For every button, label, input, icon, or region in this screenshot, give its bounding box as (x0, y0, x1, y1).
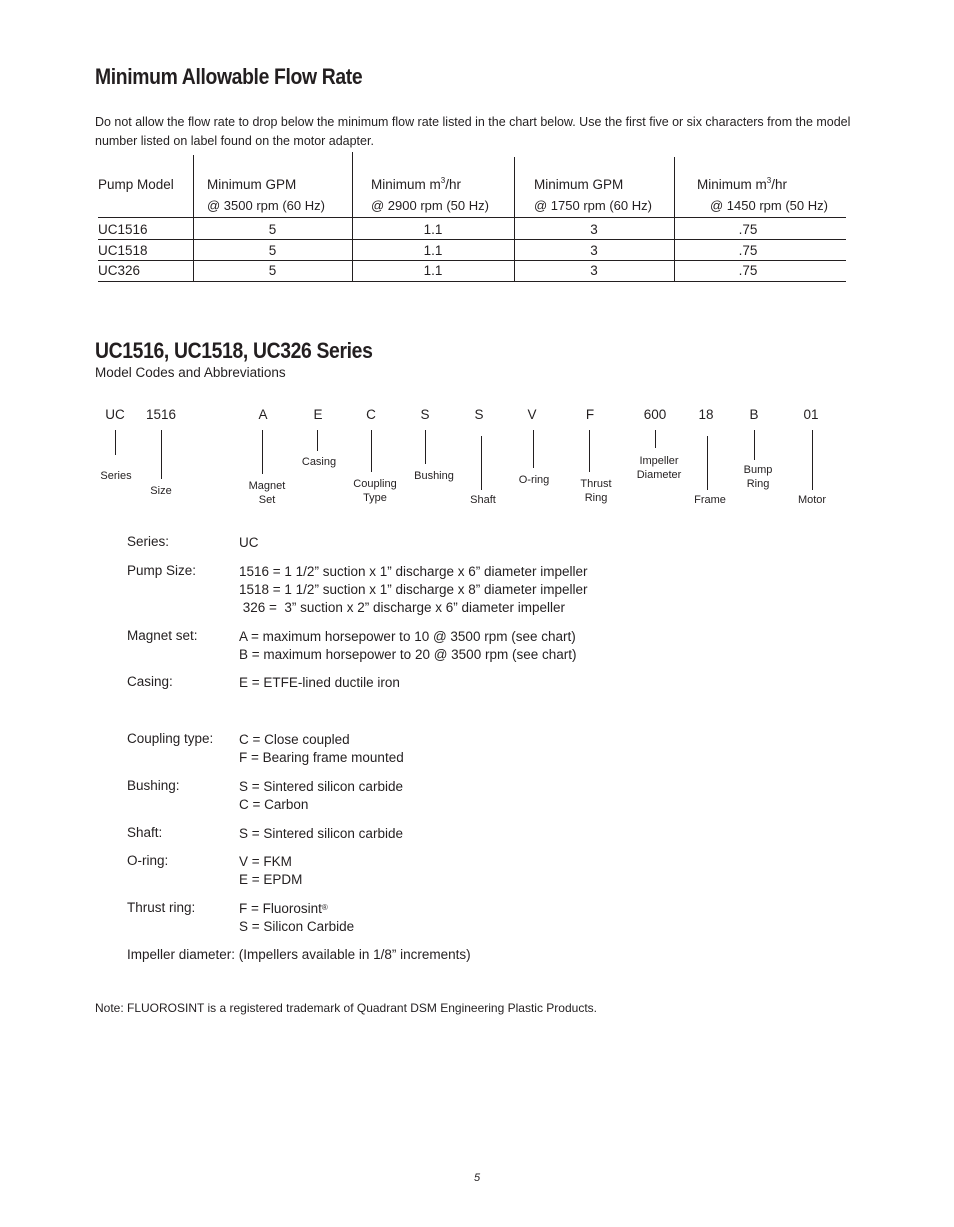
definition-term: O-ring: (127, 853, 169, 868)
table-cell: 3 (590, 263, 598, 278)
table-rule (98, 281, 846, 282)
section-subtitle: Model Codes and Abbreviations (95, 365, 286, 380)
definition-desc: C = Close coupled F = Bearing frame mounted (239, 732, 404, 765)
definition-desc: S = Sintered silicon carbide C = Carbon (239, 779, 403, 812)
section-title-series: UC1516, UC1518, UC326 Series (95, 338, 373, 363)
code-bump-ring: B (749, 407, 759, 422)
table-cell: .75 (738, 243, 758, 258)
definition-term: Pump Size: (127, 563, 197, 578)
table-rule (98, 260, 846, 261)
table-row-model: UC1518 (98, 243, 148, 258)
definition-term: Thrust ring: (127, 900, 196, 915)
code-coupling-type: C (366, 407, 376, 422)
code-label-magnet-set: Magnet Set (248, 480, 286, 506)
definition-term: Casing: (127, 674, 173, 689)
code-impeller-diameter: 600 (643, 407, 667, 422)
definition-term: Magnet set: (127, 628, 198, 643)
code-leader-line (161, 430, 162, 479)
code-label-frame: Frame (694, 494, 726, 506)
table-row-model: UC326 (98, 263, 141, 278)
header-gpm-3500-rpm: @ 3500 rpm (60 Hz) (207, 198, 325, 213)
definition-desc: V = FKM E = EPDM (239, 854, 303, 887)
code-thrust-ring: F (585, 407, 595, 422)
code-label-casing: Casing (301, 456, 337, 468)
table-cell: 5 (268, 222, 277, 237)
header-gpm-1750-rpm: @ 1750 rpm (60 Hz) (534, 198, 652, 213)
code-label-series: Series (100, 470, 132, 482)
table-cell: 5 (268, 263, 277, 278)
code-label-impeller-diameter: Impeller Diameter (636, 455, 682, 481)
code-label-thrust-ring: Thrust Ring (580, 478, 612, 504)
definition-term: Shaft: (127, 825, 163, 840)
definition-desc: E = ETFE-lined ductile iron (239, 675, 400, 690)
code-label-o-ring: O-ring (518, 474, 550, 486)
definition-term: Coupling type: (127, 731, 214, 746)
code-label-bushing: Bushing (414, 470, 454, 482)
code-o-ring: V (527, 407, 537, 422)
code-series: UC (105, 407, 125, 422)
page-number: 5 (473, 1172, 481, 1184)
header-m3-1450: Minimum $m^3/hr$ (697, 176, 787, 192)
code-leader-line (115, 430, 116, 455)
code-leader-line (812, 430, 813, 490)
code-leader-line (317, 430, 318, 451)
code-label-size: Size (150, 485, 172, 497)
code-leader-line (262, 430, 263, 474)
code-leader-line (481, 436, 482, 490)
header-m3-1450-rpm: @ 1450 rpm (50 Hz) (710, 198, 828, 213)
impeller-diameter-note: Impeller diameter: (Impellers available in 1/8” increments) (127, 947, 471, 962)
table-cell: 3 (590, 222, 598, 237)
header-m3-2900: Minimum $m^3/hr$ (371, 176, 461, 192)
code-label-coupling-type: Coupling Type (353, 478, 397, 504)
header-gpm-3500: Minimum GPM (207, 177, 297, 192)
table-cell: 1.1 (423, 243, 443, 258)
code-leader-line (754, 430, 755, 460)
code-shaft: S (474, 407, 484, 422)
definition-desc: S = Sintered silicon carbide (239, 826, 403, 841)
section-title-flow-rate: Minimum Allowable Flow Rate (95, 64, 363, 89)
header-gpm-1750: Minimum GPM (534, 177, 624, 192)
code-motor: 01 (803, 407, 819, 422)
table-cell: 5 (268, 243, 277, 258)
code-casing: E (313, 407, 323, 422)
definition-desc: F = Fluorosint® S = Silicon Carbide (239, 901, 355, 934)
code-magnet-set: A (258, 407, 268, 422)
table-cell: .75 (738, 263, 758, 278)
table-rule (98, 217, 846, 218)
trademark-footnote: Note: FLUOROSINT is a registered trademark of Quadrant DSM Engineering Plastic Products. (95, 1001, 597, 1015)
definition-desc: UC (239, 535, 259, 550)
definition-desc: 1516 = 1 1/2” suction x 1” discharge x 6” diameter impeller 1518 = 1 1/2” suction x 1” discharge x 8” diameter impeller 326 = 3” suction x 2” discharge x 6” diameter impeller (239, 564, 588, 615)
code-label-bump-ring: Bump Ring (743, 464, 773, 490)
code-label-motor: Motor (797, 494, 827, 506)
code-leader-line (707, 436, 708, 490)
code-leader-line (371, 430, 372, 472)
code-leader-line (425, 430, 426, 464)
header-pump-model: Pump Model (98, 177, 174, 192)
code-label-shaft: Shaft (470, 494, 496, 506)
intro-paragraph: Do not allow the flow rate to drop below the minimum flow rate listed in the chart below. Use the first five or six characters from the model number listed on label found on the motor adapter. (95, 114, 851, 148)
header-m3-2900-rpm: @ 2900 rpm (50 Hz) (371, 198, 489, 213)
code-frame: 18 (698, 407, 714, 422)
table-cell: 1.1 (423, 222, 443, 237)
table-rule (98, 239, 846, 240)
definition-term: Bushing: (127, 778, 180, 793)
code-bushing: S (420, 407, 430, 422)
table-cell: 1.1 (423, 263, 443, 278)
table-cell: 3 (590, 243, 598, 258)
definition-term: Series: (127, 534, 170, 549)
code-size: 1516 (145, 407, 177, 422)
code-leader-line (533, 430, 534, 468)
code-leader-line (655, 430, 656, 448)
code-leader-line (589, 430, 590, 472)
table-cell: .75 (738, 222, 758, 237)
definition-desc: A = maximum horsepower to 10 @ 3500 rpm (see chart) B = maximum horsepower to 20 @ 3500 rpm (see chart) (239, 629, 577, 662)
table-row-model: UC1516 (98, 222, 148, 237)
